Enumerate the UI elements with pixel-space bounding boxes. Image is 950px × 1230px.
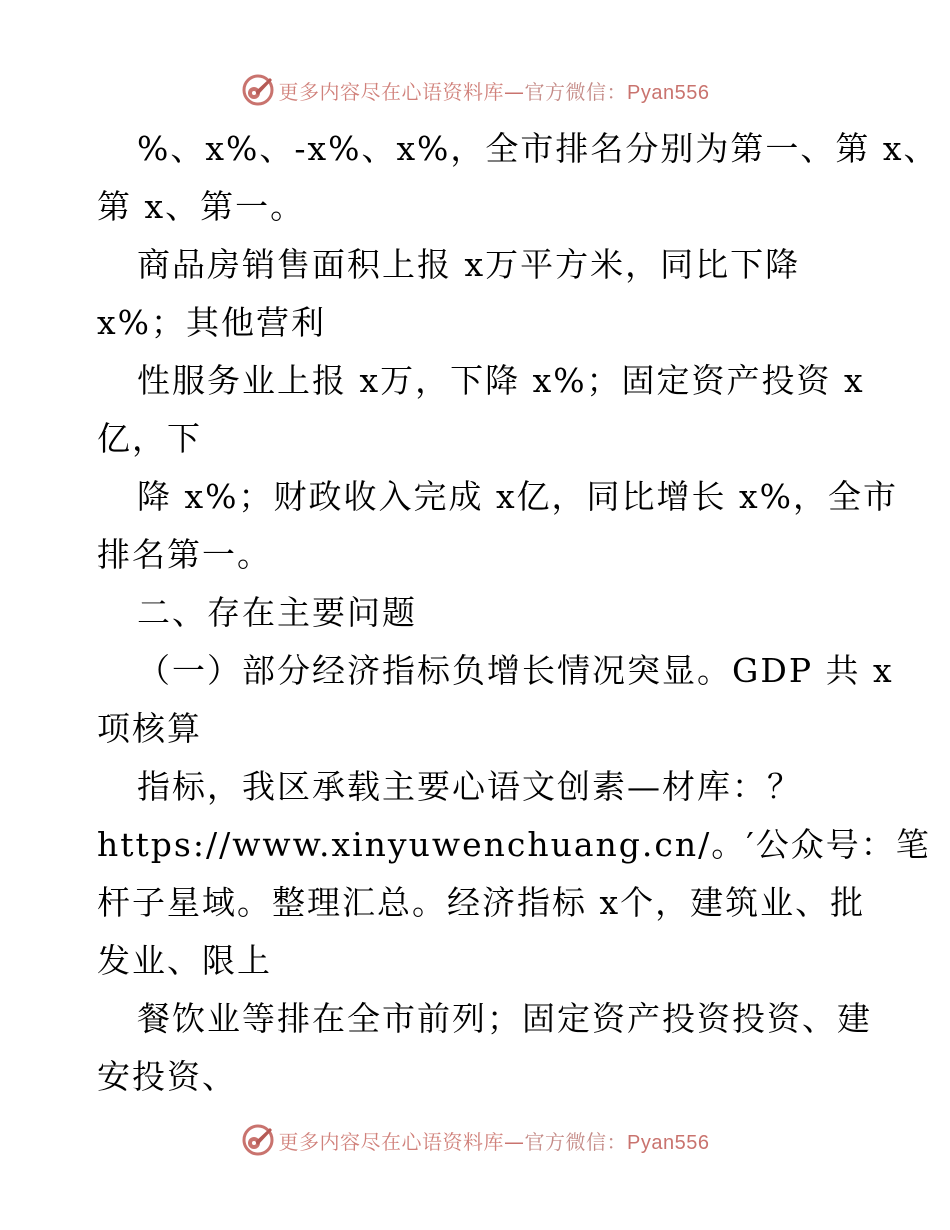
subsection-heading: （一）部分经济指标负增长情况突显。GDP 共 x <box>137 651 894 690</box>
quill-logo-icon <box>241 73 275 107</box>
text-line: 第 x、第一。 <box>97 187 306 226</box>
text-line: 项核算 <box>97 709 202 748</box>
text-line: %、x%、-x%、x%，全市排名分别为第一、第 x、 <box>137 129 939 168</box>
text-line: x%；其他营利 <box>97 303 326 342</box>
text-line: 排名第一。 <box>97 535 272 574</box>
text-line: 指标，我区承载主要心语文创素—材库：？ <box>137 767 802 806</box>
header-watermark <box>0 70 950 110</box>
watermark-main: 更多内容尽在心语资料库 <box>278 79 505 104</box>
text-line-url: https://www.xinyuwenchuang.cn/。′公众号：笔 <box>97 825 931 864</box>
watermark-account: Pyan556 <box>627 81 710 104</box>
text-line: 商品房销售面积上报 x万平方米，同比下降 <box>137 245 801 284</box>
watermark-account: Pyan556 <box>627 1131 710 1154</box>
document-body <box>97 120 939 1106</box>
watermark-side: 官方微信： <box>524 79 628 104</box>
text-line: 发业、限上 <box>97 941 272 980</box>
text-line: 亿，下 <box>97 419 202 458</box>
watermark-text <box>279 76 710 105</box>
text-line: 安投资、 <box>97 1057 237 1096</box>
watermark-separator: — <box>504 79 525 104</box>
text-line: 降 x%；财政收入完成 x亿，同比增长 x%，全市 <box>137 477 899 516</box>
text-line: 性服务业上报 x万，下降 x%；固定资产投资 x <box>137 361 865 400</box>
footer-watermark <box>0 1120 950 1160</box>
watermark-main: 更多内容尽在心语资料库 <box>278 1129 505 1154</box>
watermark-text <box>279 1126 710 1155</box>
section-heading: 二、存在主要问题 <box>137 593 417 632</box>
text-line: 餐饮业等排在全市前列；固定资产投资投资、建 <box>137 999 872 1038</box>
quill-logo-icon <box>241 1123 275 1157</box>
watermark-separator: — <box>504 1129 525 1154</box>
text-line: 杆子星域。整理汇总。经济指标 x个，建筑业、批 <box>97 883 866 922</box>
watermark-side: 官方微信： <box>524 1129 628 1154</box>
